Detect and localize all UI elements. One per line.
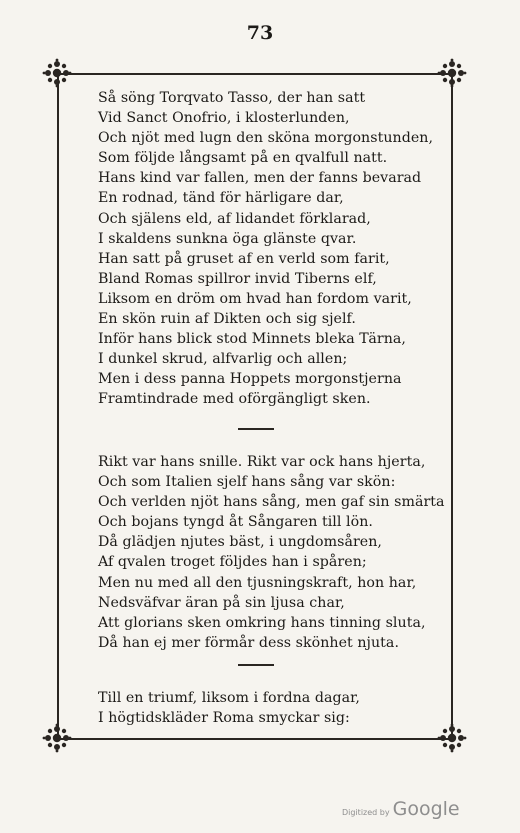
poem-line: Och som Italien sjelf hans sång var skön: — [98, 474, 396, 491]
stanza-separator — [238, 428, 274, 430]
digitization-watermark — [342, 798, 460, 820]
corner-ornament-icon — [437, 723, 467, 753]
poem-line: Att glorians sken omkring hans tinning sluta, — [98, 614, 426, 631]
poem-line: Nedsväfvar äran på sin ljusa char, — [98, 594, 345, 611]
poem-line: Bland Romas spillror invid Tiberns elf, — [98, 270, 377, 287]
poem-line: Framtindrade med oförgängligt sken. — [98, 391, 371, 408]
poem-line: Som följde långsamt på en qvalfull natt. — [98, 150, 388, 167]
poem-line: Då glädjen njutes bäst, i ungdomsåren, — [98, 534, 382, 551]
corner-ornament-icon — [42, 723, 72, 753]
poem-line: Vid Sanct Onofrio, i klosterlunden, — [98, 110, 350, 127]
poem-line: Och njöt med lugn den sköna morgonstunden, — [98, 130, 434, 147]
poem-line: I högtidskläder Roma smyckar sig: — [98, 710, 350, 727]
poem-line: I dunkel skrud, alfvarlig och allen; — [98, 351, 348, 368]
poem-line: En skön ruin af Dikten och sig sjelf. — [98, 311, 356, 328]
frame-border-top — [57, 73, 453, 75]
poem-line: Af qvalen troget följdes han i spåren; — [98, 554, 367, 571]
poem-line: Men nu med all den tjusningskraft, hon har, — [98, 574, 417, 591]
poem-line: I skaldens sunkna öga glänste qvar. — [98, 230, 357, 247]
poem-line: Inför hans blick stod Minnets bleka Tärna, — [98, 331, 406, 348]
stanza-1 — [98, 88, 433, 410]
stanza-separator — [238, 664, 274, 666]
poem-line: Han satt på gruset af en verld som farit, — [98, 250, 390, 267]
watermark-prefix: Digitized by — [342, 808, 390, 817]
poem-line: Och verlden njöt hans sång, men gaf sin smärta — [98, 494, 445, 511]
watermark-brand: Google — [392, 798, 460, 820]
poem-line: Så söng Torqvato Tasso, der han satt — [98, 90, 366, 106]
poem-line: Men i dess panna Hoppets morgonstjerna — [98, 371, 402, 388]
poem-line: En rodnad, tänd för härligare dar, — [98, 190, 344, 207]
frame-border-left — [57, 73, 59, 738]
poem-line: Då han ej mer förmår dess skönhet njuta. — [98, 634, 400, 651]
frame-border-right — [451, 73, 453, 738]
poem-line: Och själens eld, af lidandet förklarad, — [98, 210, 371, 227]
corner-ornament-icon — [42, 58, 72, 88]
stanza-3 — [98, 688, 360, 728]
poem-line: Rikt var hans snille. Rikt var ock hans hjerta, — [98, 454, 426, 470]
poem-line: Liksom en dröm om hvad han fordom varit, — [98, 290, 412, 307]
poem-line: Hans kind var fallen, men der fanns bevarad — [98, 170, 422, 187]
page-number: 73 — [246, 22, 274, 44]
stanza-2 — [98, 452, 445, 653]
poem-line: Och bojans tyngd åt Sångaren till lön. — [98, 514, 373, 531]
poem-line: Till en triumf, liksom i fordna dagar, — [98, 690, 360, 706]
corner-ornament-icon — [437, 58, 467, 88]
frame-border-bottom — [57, 738, 453, 740]
